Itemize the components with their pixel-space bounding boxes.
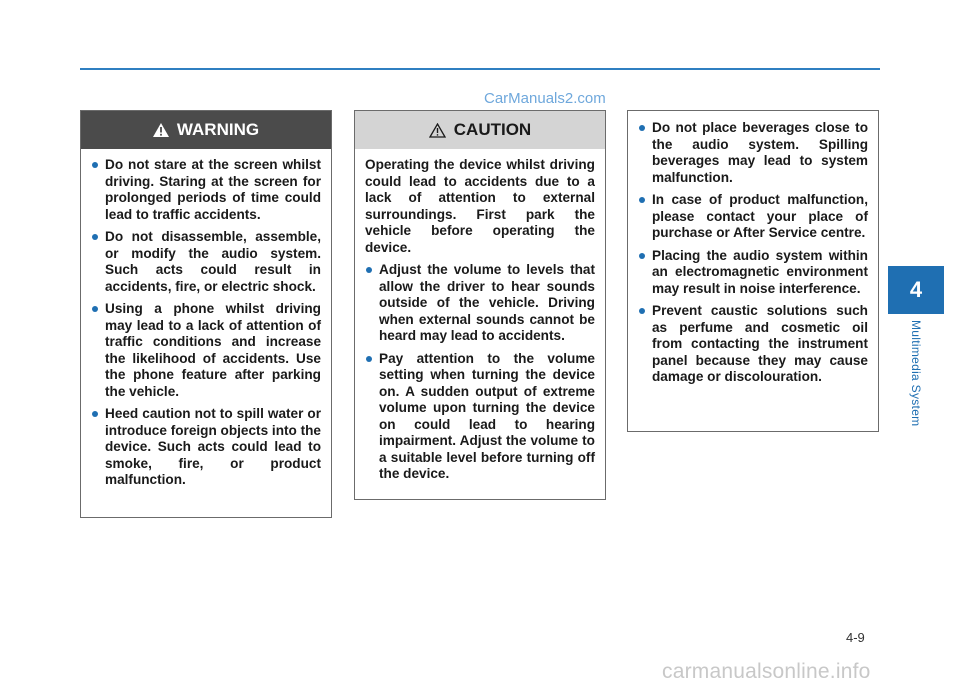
page-number: 4-9 <box>846 630 865 645</box>
bullet-icon <box>92 306 98 312</box>
warning-title: WARNING <box>176 120 260 139</box>
chapter-title: Multimedia System <box>909 320 923 427</box>
bullet-icon <box>639 253 645 259</box>
bullet-icon <box>92 234 98 240</box>
warning-body <box>81 149 331 489</box>
list-item: In case of product malfunction, please contact your place of purchase or After Service centre. <box>638 192 868 242</box>
caution-intro: Operating the device whilst driving could lead to accidents due to a lack of attention to external surroundings. First park the vehicle before operating the device. <box>365 157 595 255</box>
header-rule <box>80 68 880 70</box>
bullet-icon <box>92 411 98 417</box>
list-item: Heed caution not to spill water or introduce foreign objects into the device. Such acts could lead to smoke, fire, or product malfunction. <box>91 406 321 489</box>
list-item: Pay attention to the volume setting when turning the device on. A sudden output of extreme volume upon turning the device on could lead to hearing impairment. Adjust the volume to a suitable level before turning off the device. <box>365 351 595 483</box>
list-item: Placing the audio system within an electromagnetic environment may result in noise interference. <box>638 248 868 298</box>
bullet-icon <box>639 197 645 203</box>
caution-triangle-icon <box>429 123 446 138</box>
list-item: Do not disassemble, assemble, or modify the audio system. Such acts could result in accidents, fire, or electric shock. <box>91 229 321 295</box>
bullet-icon <box>639 308 645 314</box>
caution-header <box>355 111 605 149</box>
list-item: Do not place beverages close to the audio system. Spilling beverages may lead to system malfunction. <box>638 120 868 186</box>
list-item: Prevent caustic solutions such as perfume and cosmetic oil from contacting the instrument panel because they may cause damage or discolouration. <box>638 303 868 386</box>
watermark-top: CarManuals2.com <box>484 90 606 107</box>
caution-continued-box <box>627 110 879 432</box>
chapter-number: 4 <box>909 277 923 302</box>
watermark-bottom: carmanualsonline.info <box>662 660 871 683</box>
list-item: Adjust the volume to levels that allow the driver to hear sounds outside of the vehicle. Driving when external sounds cannot be heard may lead to accidents. <box>365 262 595 345</box>
bullet-icon <box>92 162 98 168</box>
bullet-icon <box>366 356 372 362</box>
warning-box <box>80 110 332 518</box>
chapter-tab <box>888 266 944 314</box>
warning-triangle-icon <box>153 123 169 137</box>
list-item: Using a phone whilst driving may lead to a lack of attention of traffic conditions and increase the likelihood of accidents. Use the phone feature after parking the vehicle. <box>91 301 321 400</box>
bullet-icon <box>639 125 645 131</box>
list-item: Do not stare at the screen whilst driving. Staring at the screen for prolonged periods of time could lead to traffic accidents. <box>91 157 321 223</box>
caution-body <box>355 149 605 483</box>
caution-continued-body <box>628 111 878 386</box>
caution-box <box>354 110 606 500</box>
bullet-icon <box>366 267 372 273</box>
warning-header <box>81 111 331 149</box>
caution-title: CAUTION <box>453 120 532 139</box>
